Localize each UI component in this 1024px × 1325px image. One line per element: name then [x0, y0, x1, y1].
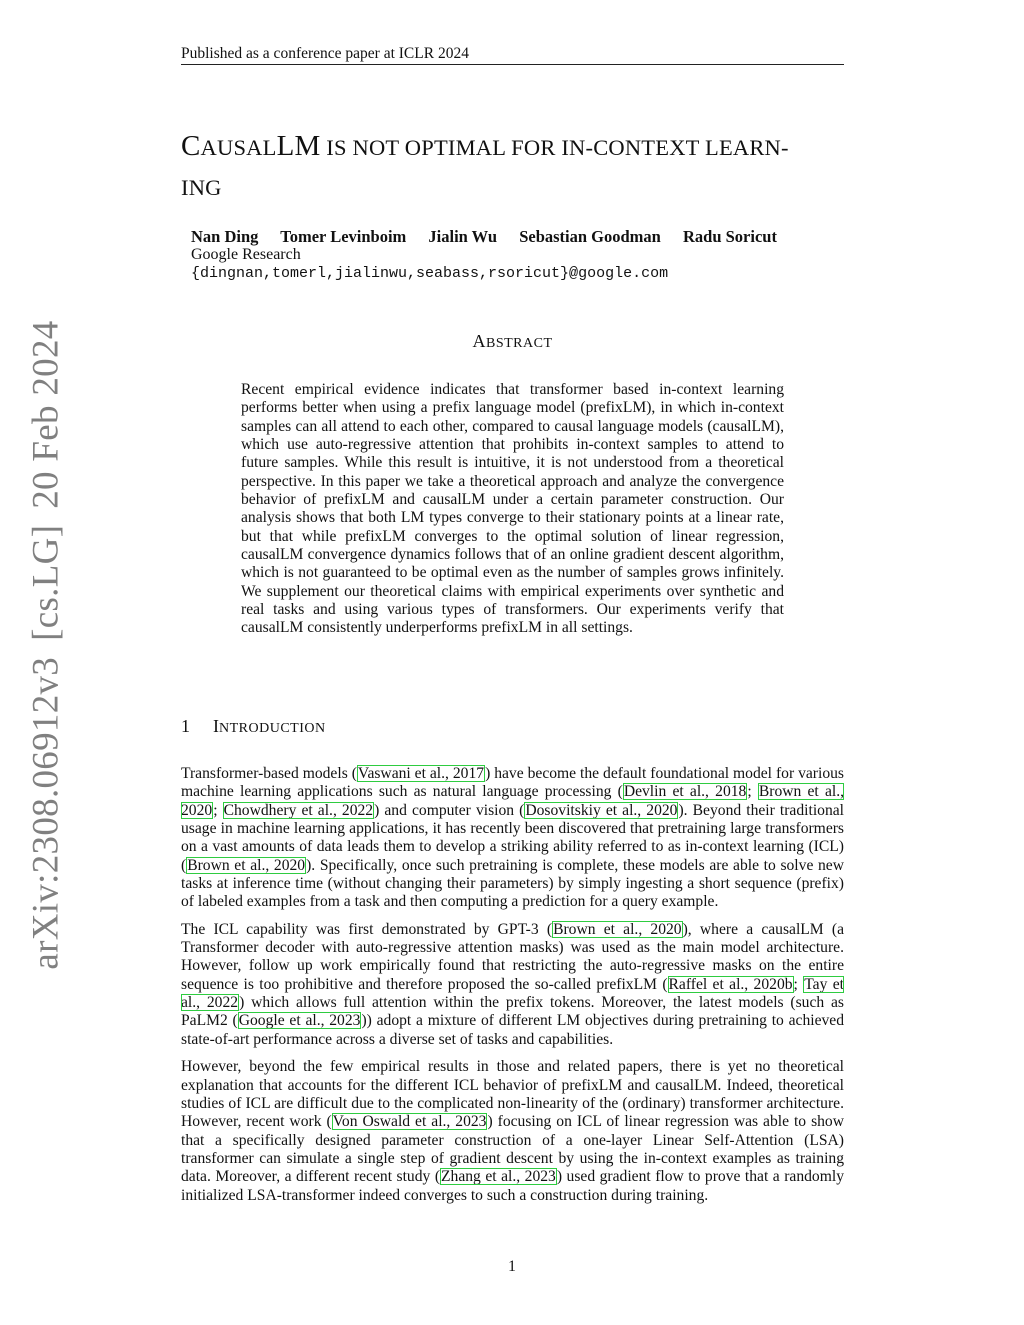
- author: Radu Soricut: [682, 227, 777, 246]
- section-title-initial: I: [213, 716, 219, 736]
- citation-link[interactable]: Vaswani et al., 2017: [357, 765, 485, 782]
- paper-title: [181, 127, 871, 207]
- title-smallcaps: AUSAL: [200, 135, 277, 160]
- citation-link[interactable]: Raffel et al., 2020b: [668, 975, 793, 993]
- author: Tomer Levinboim: [280, 227, 407, 246]
- running-header: Published as a conference paper at ICLR 2024: [181, 45, 469, 62]
- header-rule: [181, 64, 844, 65]
- abstract-heading-initial: A: [472, 331, 486, 351]
- author-emails: {dingnan,tomerl,jialinwu,seabass,rsoricut}@google.com: [191, 265, 669, 282]
- citation-link[interactable]: Brown et al., 2020: [553, 920, 682, 938]
- author: Sebastian Goodman: [519, 227, 661, 246]
- paragraph: The ICL capability was first demonstrated by GPT-3 (Brown et al., 2020), where a causalLM (a Transformer decoder with auto-regressive attention masks) was used as the main model architecture. However, follow up work empirically found that restricting the auto-regressive masks on the entire sequence is too prohibitive and therefore proposed the so-called prefixLM (Raffel et al., 2020b; Tay et al., 2022) which allows full attention within the prefix tokens. Moreover, the latest models (such as PaLM2 (Google et al., 2023)) adopt a mixture of different LM objectives during pretraining to achieved state-of-art performance across a diverse set of tasks and capabilities.: [181, 920, 845, 1048]
- author: Nan Ding: [191, 227, 259, 246]
- section-number: 1: [181, 716, 190, 736]
- page-number: 1: [508, 1258, 516, 1275]
- citation-link[interactable]: Chowdhery et al., 2022: [223, 801, 374, 819]
- section-heading-introduction: [181, 715, 326, 740]
- citation-link[interactable]: Google et al., 2023: [238, 1012, 361, 1030]
- title-initial: C: [181, 130, 201, 162]
- abstract-heading-rest: BSTRACT: [485, 336, 553, 351]
- citation-link[interactable]: Zhang et al., 2023: [441, 1168, 556, 1186]
- section-title-rest: NTRODUCTION: [219, 721, 326, 736]
- arxiv-date: 20 Feb 2024: [25, 320, 67, 509]
- title-line1-rest: IS NOT OPTIMAL FOR IN-CONTEXT LEARN-: [320, 135, 789, 160]
- title-line2: ING: [181, 175, 222, 200]
- author-list: [191, 227, 795, 247]
- citation-link[interactable]: Von Oswald et al., 2023: [332, 1113, 487, 1131]
- introduction-body: [181, 765, 844, 1214]
- abstract-heading: [181, 330, 844, 355]
- citation-link[interactable]: Dosovitskiy et al., 2020: [525, 801, 678, 819]
- citation-link[interactable]: Devlin et al., 2018: [623, 783, 747, 801]
- paragraph: Transformer-based models (Vaswani et al., 2017) have become the default foundational model for various machine learning applications such as natural language processing (Devlin et al., 2018; Brown et al., 2020; Chowdhery et al., 2022) and computer vision (Dosovitskiy et al., 2020). Beyond their traditional usage in machine learning applications, it has recently been discovered that pretraining large transformers on a vast amounts of data leads them to develop a striking ability referred to as in-context learning (ICL) (Brown et al., 2020). Specifically, once such pretraining is complete, these models are able to solve new tasks at inference time (without changing their parameters) by simply ingesting a short sequence (prefix) of labeled examples from a task and then computing a prediction for a query example.: [181, 765, 845, 911]
- title-lm: LM: [276, 130, 321, 162]
- abstract-text: Recent empirical evidence indicates that transformer based in-context learning performs better when using a prefix language model (prefixLM), in which in-context samples can all attend to each other, compared to causal language models (causalLM), which use auto-regressive attention that prohibits in-context samples to attend to future samples. While this result is intuitive, it is not understood from a theoretical perspective. In this paper we take a theoretical approach and analyze the convergence behavior of prefixLM and causalLM under a certain parameter construction. Our analysis shows that both LM types converge to their stationary points at a linear rate, but that while prefixLM converges to the optimal solution of linear regression, causalLM convergence dynamics follows that of an online gradient descent algorithm, which is not guaranteed to be optimal even as the number of samples grows infinitely. We supplement our theoretical claims with empirical experiments over synthetic and real tasks and using various types of transformers. Our experiments verify that causalLM consistently underperforms prefixLM in all settings.: [241, 381, 784, 637]
- affiliation: Google Research: [191, 246, 301, 263]
- citation-link[interactable]: Brown et al., 2020: [181, 783, 845, 819]
- arxiv-category: [cs.LG]: [25, 524, 67, 641]
- citation-link[interactable]: Tay et al., 2022: [181, 975, 844, 1012]
- paragraph: However, beyond the few empirical results in those and related papers, there is yet no theoretical explanation that accounts for the different ICL behavior of prefixLM and causalLM. Indeed, theoretical studies of ICL are difficult due to the complicated non-linearity of the (ordinary) transformer architecture. However, recent work (Von Oswald et al., 2023) focusing on ICL of linear regression was able to show that a specifically designed parameter construction of a one-layer Linear Self-Attention (LSA) transformer can simulate a single step of gradient descent by using the in-context examples as training data. Moreover, a different recent study (Zhang et al., 2023) used gradient flow to prove that a randomly initialized LSA-transformer indeed converges to such a construction during training.: [181, 1058, 844, 1204]
- arxiv-id[interactable]: arXiv:2308.06912v3: [25, 656, 67, 970]
- citation-link[interactable]: Brown et al., 2020: [187, 856, 306, 874]
- author: Jialin Wu: [428, 227, 498, 246]
